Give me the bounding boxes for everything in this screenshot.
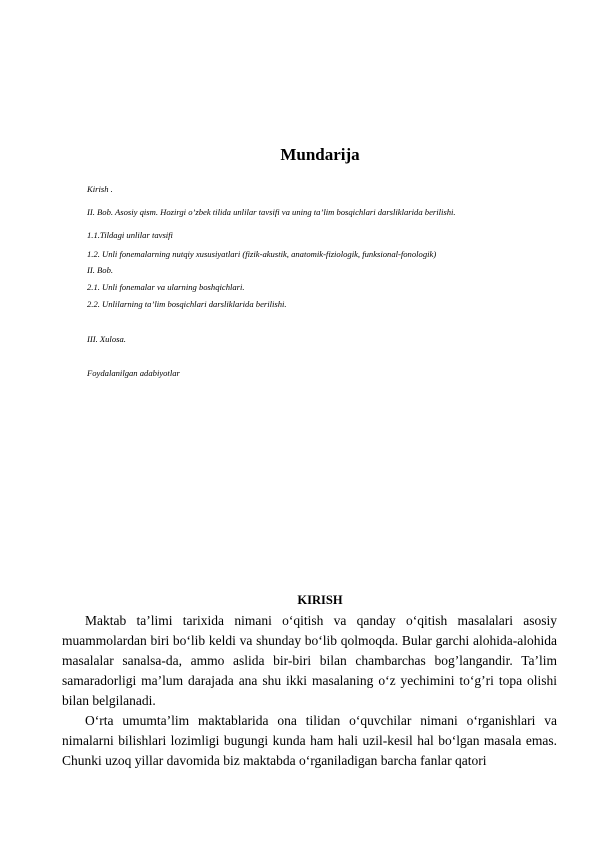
paragraph: Maktab ta’limi tarixida nimani o‘qitish va qanday o‘qitish masalalari asosiy muammolardan biri bo‘lib keldi va shunday bo‘lib qolmoqda. Bular garchi alohida-alohida masalalar sanalsa-da, ammo aslida bir-biri bilan chambarchas bog’langandir. Ta’lim samaradorligi ma’lum darajada ana shu ikki masalaning o‘z yechimini to‘g’ri topa olishi bilan belgilanadi. [62,613,557,708]
toc-item-chapter-2: II. Bob. [87,265,114,275]
toc-item-2-1: 2.1. Unli fonemalar va ularning boshqichlari. [87,282,245,292]
toc-item-chapter-main: II. Bob. Asosiy qism. Hozirgi o’zbek tilida unlilar tavsifi va uning ta’lim bosqichlari darsliklarida berilishi. [87,207,456,217]
toc-item-conclusion: III. Xulosa. [87,334,126,344]
toc-title: Mundarija [280,145,360,164]
body-text [62,611,557,771]
paragraph: O‘rta umumta’lim maktablarida ona tilidan o‘quvchilar nimani o‘rganishlari va nimalarni bilishlari lozimligi bugungi kunda ham hali uzil-kesil hal bo‘lgan masala emas. Chunki uzoq yillar davomida biz maktabda o‘rganiladigan barcha fanlar qatori [62,713,557,768]
toc-item-2-2: 2.2. Unlilarning ta’lim bosqichlari darsliklarida berilishi. [87,299,287,309]
toc-item-references: Foydalanilgan adabiyotlar [87,368,180,378]
section-heading: KIRISH [297,593,343,607]
toc-item-introduction: Kirish . [87,184,113,194]
toc-item-1-1: 1.1.Tildagi unlilar tavsifi [87,230,173,240]
toc-item-1-2: 1.2. Unli fonemalarning nutqiy xususiyatlari (fizik-akustik, anatomik-fiziologik, funksional-fonologik) [87,249,437,259]
